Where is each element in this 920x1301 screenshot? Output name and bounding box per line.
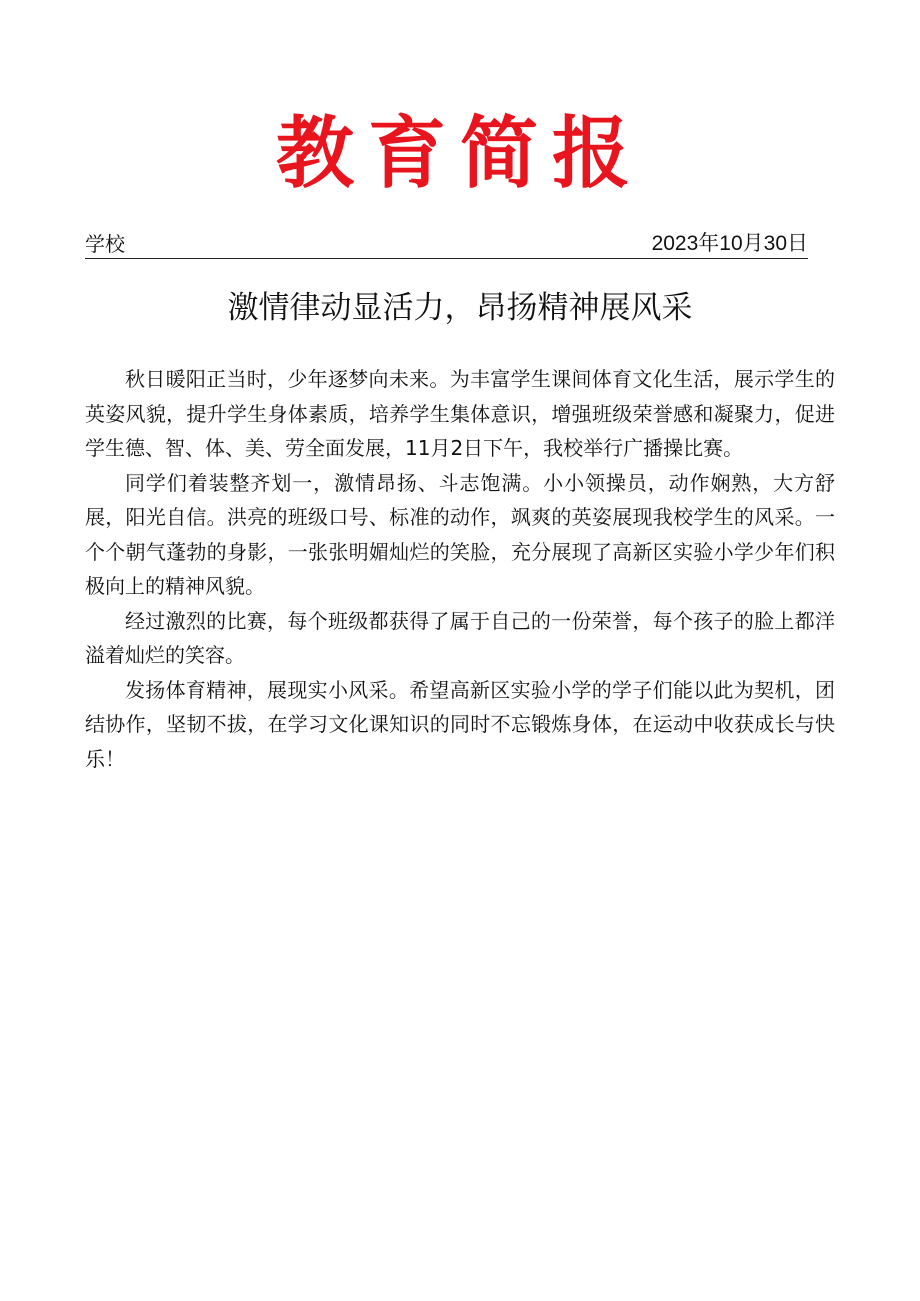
article-headline: 激情律动显活力，昂扬精神展风采 (227, 290, 693, 326)
school-date-line (85, 230, 808, 259)
newsletter-masthead: 教育简报 (275, 108, 644, 199)
article-paragraph: 秋日暖阳正当时，少年逐梦向未来。为丰富学生课间体育文化生活，展示学生的英姿风貌，提升学生身体素质，培养学生集体意识，增强班级荣誉感和凝聚力，促进学生德、智、体、美、劳全面发展，11月2日下午，我校举行广播操比赛。 (85, 367, 835, 460)
article-paragraph: 同学们着装整齐划一，激情昂扬、斗志饱满。小小领操员，动作娴熟，大方舒展，阳光自信。洪亮的班级口号、标准的动作，飒爽的英姿展现我校学生的风采。一个个朝气蓬勃的身影，一张张明媚灿烂的笑脸，充分展现了高新区实验小学少年们积极向上的精神风貌。 (85, 470, 835, 598)
issue-date: 2023年10月30日 (651, 232, 808, 255)
article-paragraph: 发扬体育精神，展现实小风采。希望高新区实验小学的学子们能以此为契机，团结协作，坚韧不拔，在学习文化课知识的同时不忘锻炼身体，在运动中收获成长与快乐！ (85, 677, 835, 771)
article-paragraph: 经过激烈的比赛，每个班级都获得了属于自己的一份荣誉，每个孩子的脸上都洋溢着灿烂的笑容。 (85, 608, 835, 667)
article-body (85, 362, 835, 776)
school-label: 学校 (85, 232, 125, 256)
